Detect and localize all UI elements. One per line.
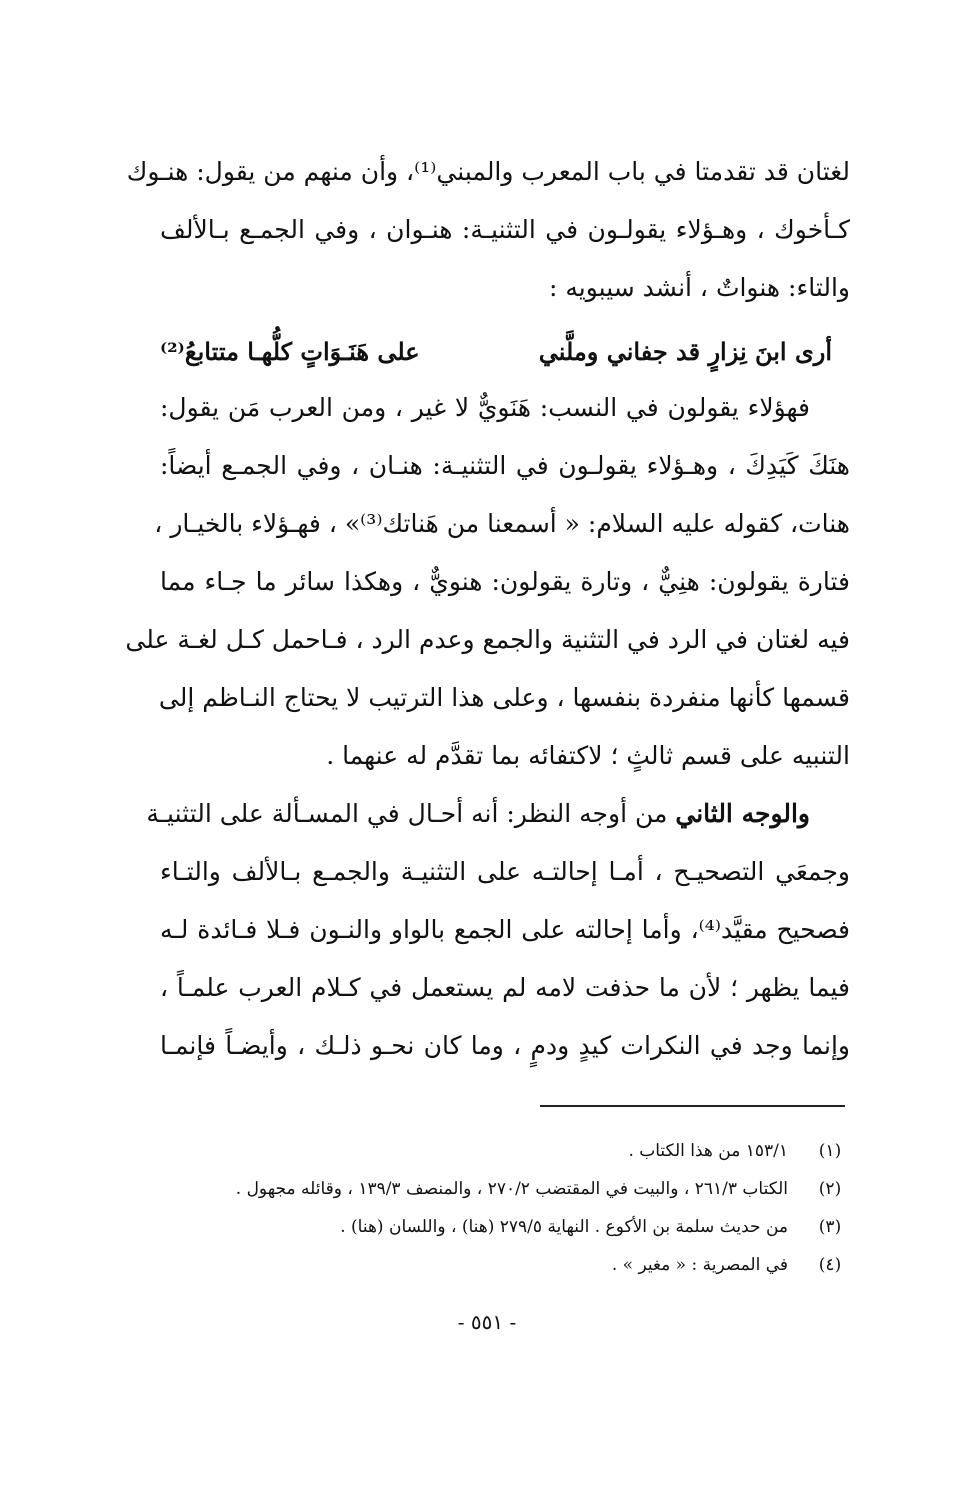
verse-second-hemistich: على هَنَـوَاتٍ كلُّهـا متتابعُ⁽²⁾: [160, 337, 420, 366]
text-line: وإنما وجد في النكرات كيدٍ ودمٍ ، وما كان نحـو ذلـك ، وأيضـاً فإنمـا: [160, 1031, 850, 1060]
footnote-text: في المصرية : « مغير » .: [611, 1255, 788, 1275]
section-lead-line: [146, 794, 850, 850]
text-line: فيه لغتان في الرد في التثنية والجمع وعدم الرد ، فـاحمل كـل لغـة على: [125, 625, 850, 654]
text-line: فتارة يقولون: هنِيٌّ ، وتارة يقولون: هنويٌّ ، وهكذا سائر ما جـاء مما: [160, 567, 850, 596]
text-line: قسمها كأنها منفردة بنفسها ، وعلى هذا الترتيب لا يحتاج النـاظم إلى: [158, 683, 850, 712]
footnote: [160, 1214, 850, 1252]
text-line: فصحيح مقيَّد⁽⁴⁾، وأما إحالته على الجمع بالواو والنـون فـلا فـائدة لـه: [160, 915, 850, 944]
footnote-text: الكتاب ٢٦١/٣ ، والبيت في المقتضب ٢٧٠/٢ ، والمنصف ١٣٩/٣ ، وقائله مجهول .: [235, 1179, 788, 1199]
footnote: [160, 1176, 850, 1214]
text-line: والتاء: هنواتٌ ، أنشد سيبويه :: [549, 273, 850, 302]
footnote-number: (٤): [818, 1255, 842, 1275]
section-lead-text: من أوجه النظر: أنه أحـال في المسـألة على التثنيـة: [146, 799, 668, 828]
footnote-text: من حديث سلمة بن الأكوع . النهاية ٢٧٩/٥ (هنا) ، واللسان (هنا) .: [340, 1217, 788, 1237]
text-line: هنات، كقوله عليه السلام: « أسمعنا من هَناتك⁽³⁾» ، فهـؤلاء بالخيـار ،: [154, 509, 850, 538]
footnote: [160, 1252, 850, 1290]
text-line: فيما يظهر ؛ لأن ما حذفت لامه لم يستعمل في كـلام العرب علمـاً ،: [160, 973, 850, 1002]
footnote-number: (٢): [818, 1179, 842, 1199]
footnote-number: (١): [818, 1141, 842, 1161]
poetry-verse: [160, 332, 850, 388]
text-line: هنَكَ كَيَدِكَ ، وهـؤلاء يقولـون في التثنيـة: هنـان ، وفي الجمـع أيضاً:: [160, 451, 850, 480]
footnote-number: (٣): [818, 1217, 842, 1237]
page-number: - ٥٥١ -: [457, 1310, 517, 1334]
text-line: التنبيه على قسم ثالثٍ ؛ لاكتفائه بما تقدَّم له عنهما .: [326, 741, 850, 770]
footnote-divider: [540, 1105, 845, 1107]
footnote-text: ١٥٣/١ من هذا الكتاب .: [628, 1141, 788, 1161]
text-line: وجمعَي التصحيـح ، أمـا إحالتـه على التثنيـة والجمـع بـالألف والتـاء: [160, 857, 850, 886]
section-heading: والوجه الثاني: [675, 799, 810, 828]
text-line: فهؤلاء يقولون في النسب: هَنَويٌّ لا غير ، ومن العرب مَن يقول:: [160, 393, 810, 422]
text-line: كـأخوك ، وهـؤلاء يقولـون في التثنيـة: هنـوان ، وفي الجمـع بـالألف: [160, 215, 850, 244]
footnote: [160, 1138, 850, 1176]
footnotes: [160, 1138, 850, 1290]
text-line: لغتان قد تقدمتا في باب المعرب والمبني⁽¹⁾، وأن منهم من يقول: هنـوك: [126, 157, 850, 186]
verse-first-hemistich: أرى ابنَ نِزارٍ قد جفاني وملَّني: [538, 337, 832, 366]
